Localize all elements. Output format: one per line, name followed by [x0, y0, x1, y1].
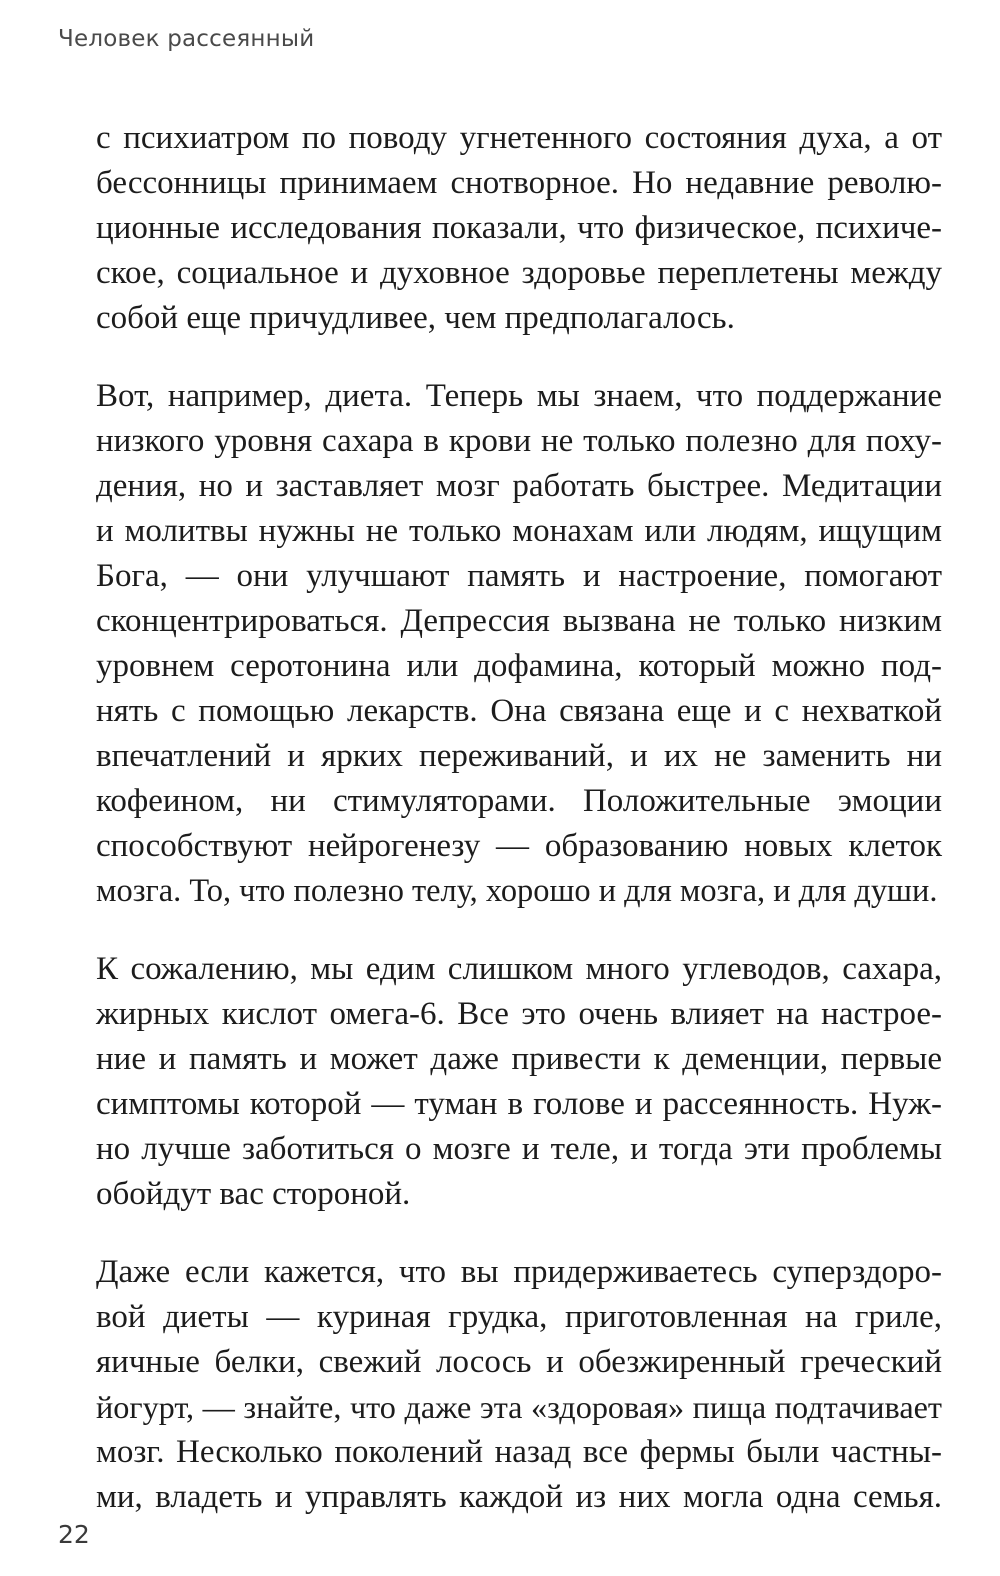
text-line: дения, но и заставляет мозг работать быстрее. Медитации [96, 468, 942, 504]
text-line: йогурт, — знайте, что даже эта «здоровая» пища подтачивает [96, 1389, 942, 1425]
text-line: низкого уровня сахара в крови не только полезно для поху- [96, 423, 942, 459]
running-header: Человек рассеянный [58, 26, 315, 52]
text-line: обойдут вас стороной. [96, 1176, 411, 1212]
text-line: Бога, — они улучшают память и настроение, помогают [96, 558, 942, 594]
text-line: яичные белки, свежий лосось и обезжиренный греческий [96, 1344, 942, 1380]
text-line: нять с помощью лекарств. Она связана еще и с нехваткой [96, 693, 942, 729]
text-line: мозг. Несколько поколений назад все фермы были частны- [96, 1434, 942, 1470]
text-line: и молитвы нужны не только монахам или людям, ищущим [96, 513, 942, 549]
text-line: жирных кислот омега-6. Все это очень влияет на настрое- [96, 996, 942, 1032]
paragraph [96, 947, 942, 1217]
text-line: с психиатром по поводу угнетенного состояния духа, а от [96, 120, 942, 156]
paragraph [96, 1250, 942, 1520]
text-line: собой еще причудливее, чем предполагалось. [96, 300, 735, 336]
text-line: сконцентрироваться. Депрессия вызвана не только низким [96, 603, 942, 639]
text-line: ское, социальное и духовное здоровье переплетены между [96, 255, 942, 291]
text-line: кофеином, ни стимуляторами. Положительные эмоции [96, 783, 942, 819]
text-line: ми, владеть и управлять каждой из них могла одна семья. [96, 1479, 942, 1515]
text-line: но лучше заботиться о мозге и теле, и тогда эти проблемы [96, 1131, 942, 1167]
text-line: ционные исследования показали, что физическое, психиче- [96, 210, 942, 246]
text-line: К сожалению, мы едим слишком много углеводов, сахара, [96, 951, 942, 987]
text-line: Вот, например, диета. Теперь мы знаем, что поддержание [96, 378, 942, 414]
paragraph [96, 116, 942, 341]
text-line: вой диеты — куриная грудка, приготовленная на гриле, [96, 1299, 942, 1335]
text-line: ние и память и может даже привести к деменции, первые [96, 1041, 942, 1077]
text-line: симптомы которой — туман в голове и рассеянность. Нуж- [96, 1086, 942, 1122]
text-line: способствуют нейрогенезу — образованию новых клеток [96, 828, 942, 864]
text-line: бессонницы принимаем снотворное. Но недавние револю- [96, 165, 942, 201]
paragraph [96, 374, 942, 914]
text-line: уровнем серотонина или дофамина, который можно под- [96, 648, 942, 684]
text-line: Даже если кажется, что вы придерживаетесь суперздоро- [96, 1254, 942, 1290]
body-text [96, 116, 942, 1553]
text-line: мозга. То, что полезно телу, хорошо и для мозга, и для души. [96, 873, 938, 909]
text-line: впечатлений и ярких переживаний, и их не заменить ни [96, 738, 942, 774]
page-number: 22 [58, 1520, 90, 1549]
